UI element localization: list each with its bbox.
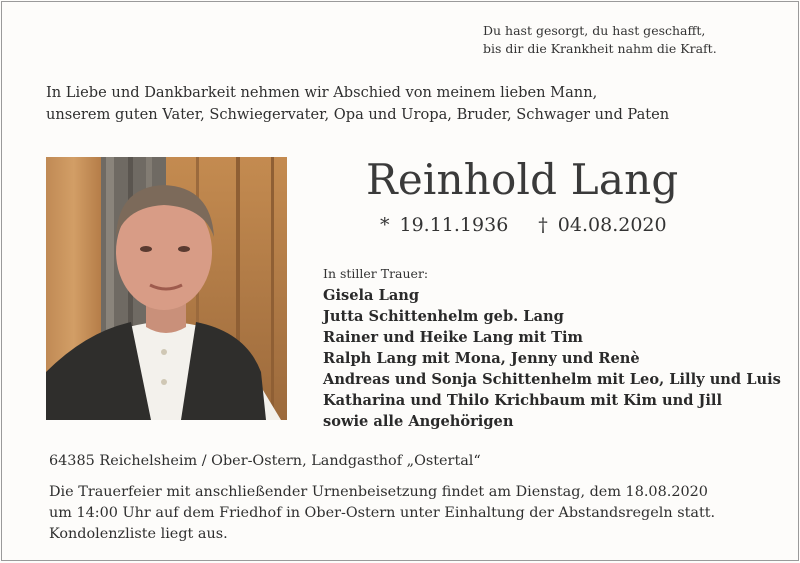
- motto-line: Du hast gesorgt, du hast geschafft,: [483, 23, 706, 38]
- intro-line: In Liebe und Dankbarkeit nehmen wir Abschied von meinem lieben Mann,: [46, 84, 598, 101]
- mourner-item: Rainer und Heike Lang mit Tim: [323, 329, 583, 346]
- mourners-block: [323, 265, 781, 432]
- funeral-details: [49, 482, 759, 545]
- mourner-item: Gisela Lang: [323, 287, 420, 304]
- deceased-name: Reinhold Lang: [366, 155, 679, 204]
- mourners-label: In stiller Trauer:: [323, 266, 429, 281]
- birth-date-group: [380, 212, 508, 238]
- mourner-item: Jutta Schittenhelm geb. Lang: [323, 308, 564, 325]
- motto-line: bis dir die Krankheit nahm die Kraft.: [483, 41, 717, 56]
- mourner-item: Katharina und Thilo Krichbaum mit Kim und Jill: [323, 392, 723, 409]
- portrait-photo: [46, 157, 287, 420]
- intro-line: unserem guten Vater, Schwiegervater, Opa und Uropa, Bruder, Schwager und Paten: [46, 106, 670, 123]
- death-date: 04.08.2020: [557, 214, 667, 236]
- funeral-line: um 14:00 Uhr auf dem Friedhof in Ober-Ostern unter Einhaltung der Abstandsregeln statt.: [49, 505, 716, 521]
- death-date-group: [538, 212, 666, 238]
- mourner-item: Andreas und Sonja Schittenhelm mit Leo, Lilly und Luis: [323, 371, 781, 388]
- obituary-notice: [1, 1, 799, 561]
- funeral-line: Die Trauerfeier mit anschließender Urnenbeisetzung findet am Dienstag, dem 18.08.2020: [49, 484, 708, 500]
- birth-date: 19.11.1936: [399, 214, 509, 236]
- mourner-item: Ralph Lang mit Mona, Jenny und Renè: [323, 350, 640, 367]
- death-cross-icon: †: [538, 214, 548, 236]
- life-dates: [380, 212, 667, 238]
- mourners-list: [323, 285, 781, 432]
- location-line: 64385 Reichelsheim / Ober-Ostern, Landgasthof „Ostertal“: [49, 453, 481, 469]
- intro-text: [46, 82, 669, 126]
- mourner-item: sowie alle Angehörigen: [323, 413, 514, 430]
- funeral-line: Kondolenzliste liegt aus.: [49, 526, 228, 542]
- motto-verse: [483, 22, 717, 58]
- birth-star-icon: *: [380, 214, 390, 236]
